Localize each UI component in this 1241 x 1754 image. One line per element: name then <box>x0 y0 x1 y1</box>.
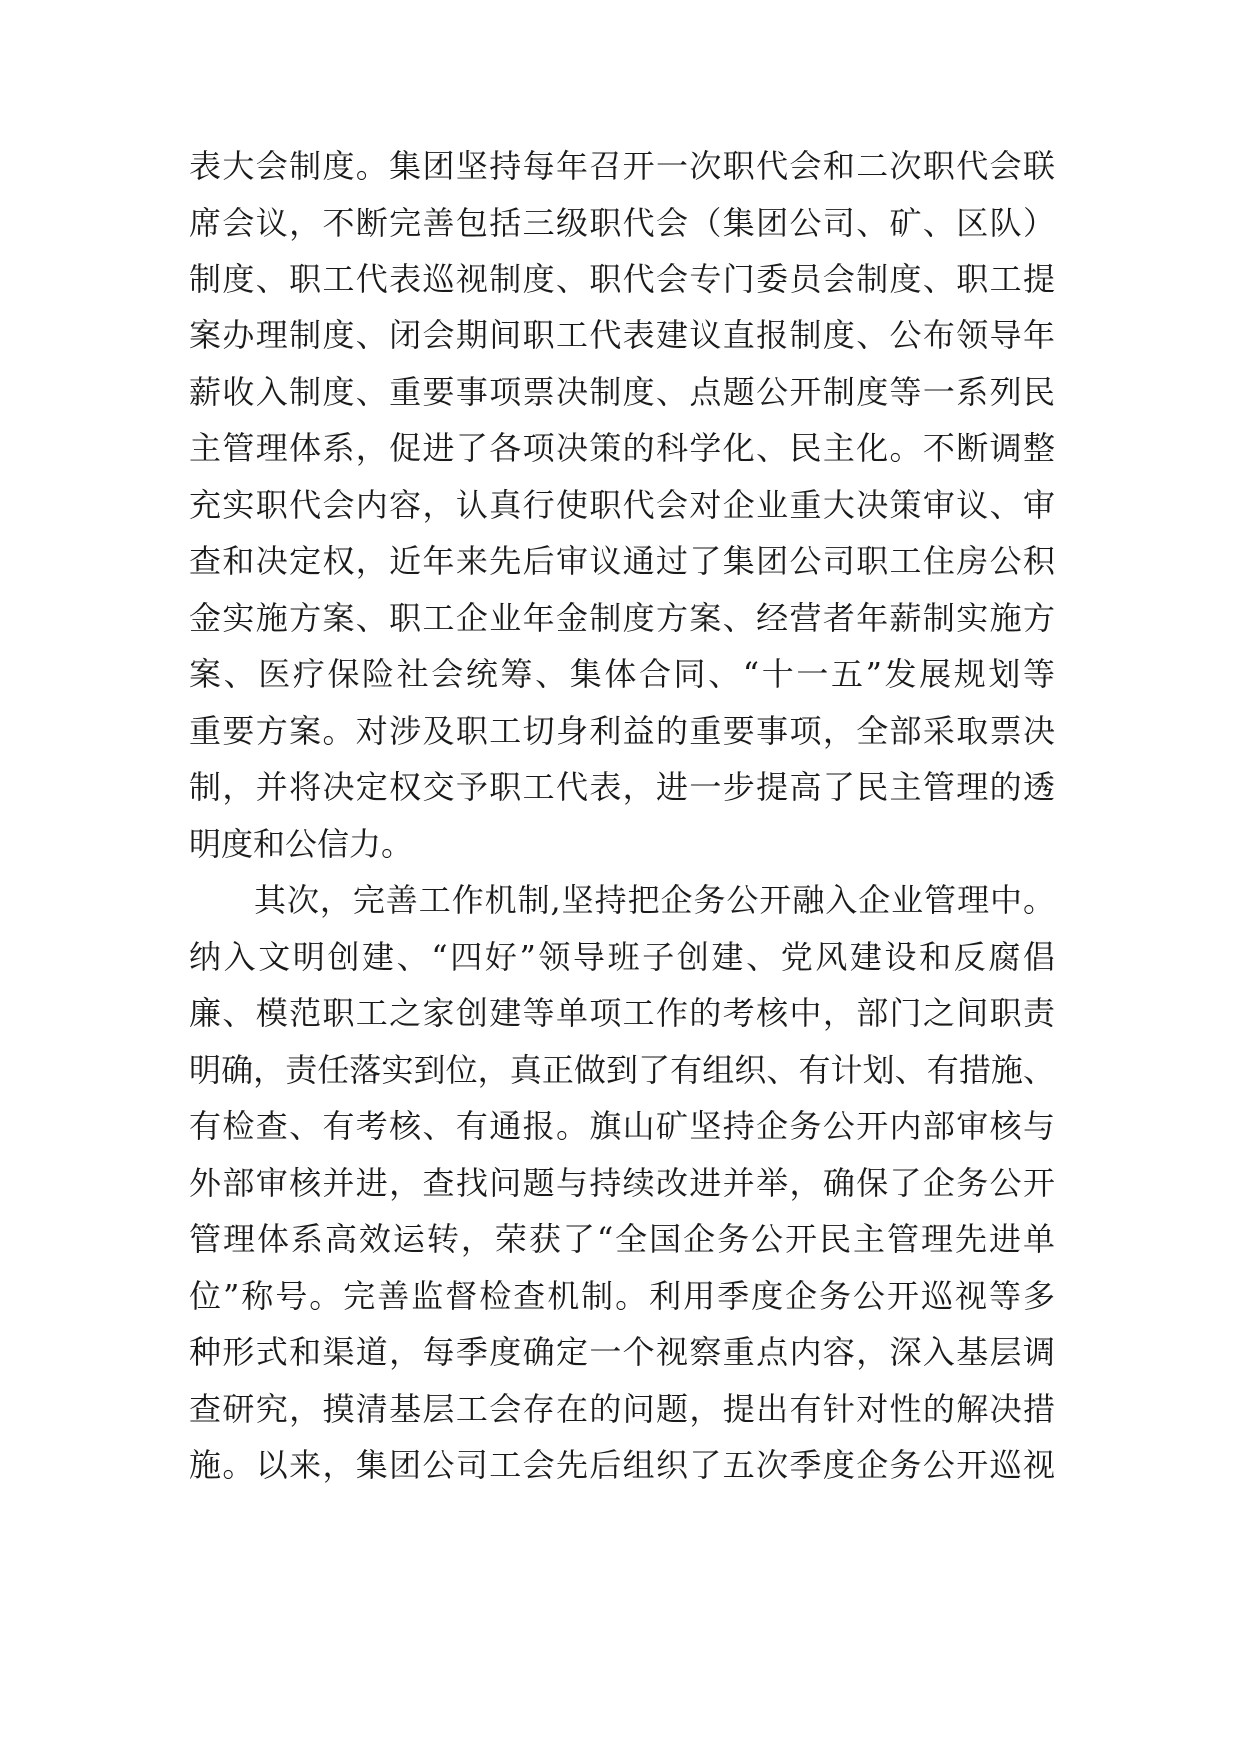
text-line: 金实施方案、职工企业年金制度方案、经营者年薪制实施方 <box>189 599 1055 637</box>
text-line: 管理体系高效运转，荣获了“全国企务公开民主管理先进单 <box>189 1220 1055 1258</box>
text-line: 有检查、有考核、有通报。旗山矿坚持企务公开内部审核与 <box>189 1107 1055 1145</box>
text-line: 案、医疗保险社会统筹、集体合同、“十一五”发展规划等 <box>189 655 1055 693</box>
text-line: 制，并将决定权交予职工代表，进一步提高了民主管理的透 <box>189 768 1055 806</box>
text-line: 查研究，摸清基层工会存在的问题，提出有针对性的解决措 <box>189 1390 1055 1428</box>
text-line: 明确，责任落实到位，真正做到了有组织、有计划、有措施、 <box>189 1051 1055 1089</box>
text-line: 纳入文明创建、“四好”领导班子创建、党风建设和反腐倡 <box>189 938 1055 976</box>
text-line: 廉、模范职工之家创建等单项工作的考核中，部门之间职责 <box>189 994 1055 1032</box>
text-line: 重要方案。对涉及职工切身利益的重要事项，全部采取票决 <box>189 712 1055 750</box>
text-line: 种形式和渠道，每季度确定一个视察重点内容，深入基层调 <box>189 1333 1055 1371</box>
text-line: 案办理制度、闭会期间职工代表建议直报制度、公布领导年 <box>189 316 1055 354</box>
text-line: 施。以来，集团公司工会先后组织了五次季度企务公开巡视 <box>189 1446 1055 1484</box>
text-line: 主管理体系，促进了各项决策的科学化、民主化。不断调整 <box>189 429 1055 467</box>
text-line: 位”称号。完善监督检查机制。利用季度企务公开巡视等多 <box>189 1277 1055 1315</box>
text-line: 外部审核并进，查找问题与持续改进并举，确保了企务公开 <box>189 1164 1055 1202</box>
text-line: 查和决定权，近年来先后审议通过了集团公司职工住房公积 <box>189 542 1055 580</box>
text-line: 席会议，不断完善包括三级职代会（集团公司、矿、区队） <box>189 204 1055 242</box>
text-line: 薪收入制度、重要事项票决制度、点题公开制度等一系列民 <box>189 373 1055 411</box>
text-line: 制度、职工代表巡视制度、职代会专门委员会制度、职工提 <box>189 260 1055 298</box>
text-line: 充实职代会内容，认真行使职代会对企业重大决策审议、审 <box>189 486 1055 524</box>
text-line: 表大会制度。集团坚持每年召开一次职代会和二次职代会联 <box>189 147 1055 185</box>
paragraph-first-line: 其次，完善工作机制,坚持把企务公开融入企业管理中。 <box>254 881 1055 919</box>
text-line: 明度和公信力。 <box>189 825 414 863</box>
